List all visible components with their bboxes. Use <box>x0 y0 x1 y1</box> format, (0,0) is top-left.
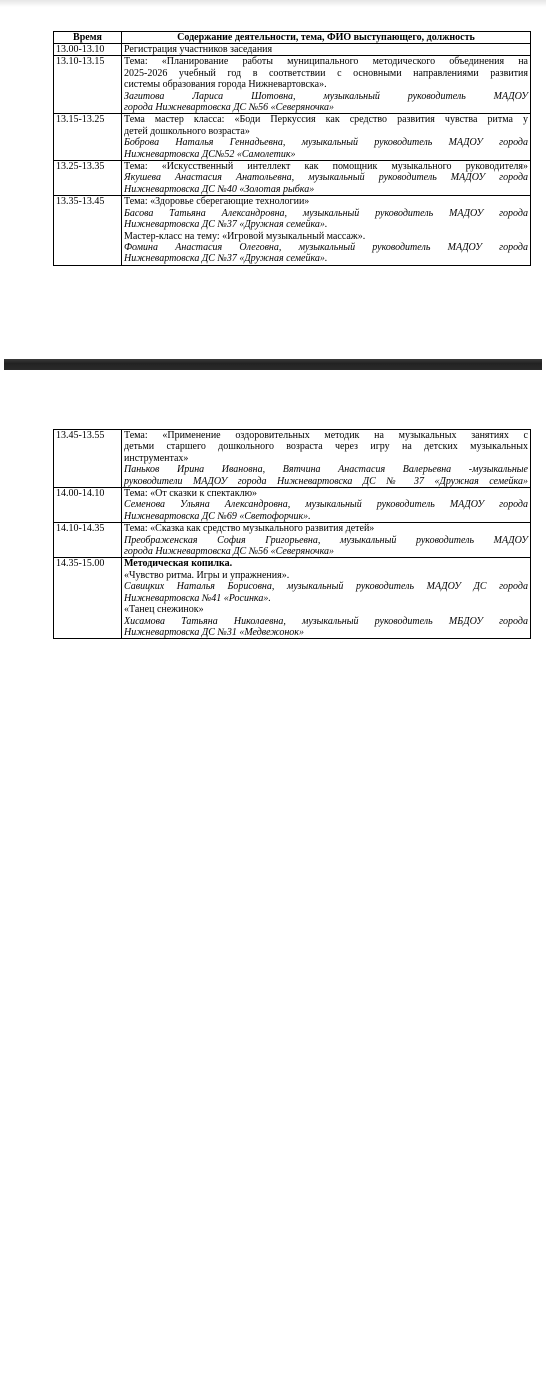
page-reflection <box>53 674 531 844</box>
speaker-line: Нижневартовска ДС №37 «Дружная семейка». <box>124 253 328 265</box>
topic-line: детьми старшего дошкольного возраста через игру на детских музыкальных <box>124 441 528 453</box>
topic-line: Тема мастер класса: «Боди Перкуссия как средство развития чувства ритма у <box>124 114 528 126</box>
table-row <box>54 114 531 161</box>
speaker-line: Басова Татьяна Александровна, музыкальный руководитель МАДОУ города <box>124 207 528 219</box>
schedule-body-2 <box>54 430 531 639</box>
time-cell: 13.45-13.55 <box>54 430 122 488</box>
content-cell <box>122 44 531 56</box>
speaker-line: Нижневартовска ДС №31 «Медвежонок» <box>124 626 304 638</box>
speaker-line: Нижневартовска ДС №69 «Светофорчик». <box>124 510 311 522</box>
time-cell: 14.35-15.00 <box>54 558 122 639</box>
topic-line: инструментах» <box>124 452 189 464</box>
content-cell <box>122 56 531 114</box>
topic-line: 2025-2026 учебный год в соответствии с основными направлениями развития <box>124 67 528 79</box>
time-cell: 13.25-13.35 <box>54 161 122 196</box>
topic-line: «Чувство ритма. Игры и упражнения». <box>124 569 290 581</box>
content-cell <box>122 430 531 488</box>
topic-line: «Танец снежинок» <box>124 604 204 616</box>
time-cell: 13.35-13.45 <box>54 196 122 265</box>
speaker-line: Паньков Ирина Ивановна, Вятчина Анастасия Валерьевна -музыкальные <box>124 464 528 476</box>
time-cell: 13.10-13.15 <box>54 56 122 114</box>
table-row <box>54 430 531 488</box>
table-row <box>54 56 531 114</box>
speaker-line: Нижневартовска ДС №40 «Золотая рыбка» <box>124 183 315 195</box>
speaker-line: Савицких Наталья Борисовна, музыкальный руководитель МАДОУ ДС города <box>124 581 528 593</box>
table-row <box>54 44 531 56</box>
topic-line: Тема: «От сказки к спектаклю» <box>124 488 258 500</box>
content-cell <box>122 161 531 196</box>
table-header-row <box>54 32 531 44</box>
speaker-line: Нижневартовска ДС№52 «Самолетик» <box>124 148 296 160</box>
speaker-line: Нижневартовска ДС №37 «Дружная семейка». <box>124 219 328 231</box>
topic-line: Мастер-класс на тему: «Игровой музыкальный массаж». <box>124 230 366 242</box>
speaker-line: города Нижневартовска ДС №56 «Северяночка» <box>124 102 335 114</box>
schedule-body-1 <box>54 44 531 266</box>
speaker-line: Преображенская София Григорьевна, музыкальный руководитель МАДОУ <box>124 534 528 546</box>
speaker-line: города Нижневартовска ДС №56 «Северяночка» <box>124 546 335 558</box>
table-row <box>54 558 531 639</box>
content-cell <box>122 488 531 523</box>
header-time: Время <box>54 32 122 44</box>
speaker-line: Загитова Лариса Шотовна, музыкальный руководитель МАДОУ <box>124 90 528 102</box>
topic-line: Тема: «Планирование работы муниципального методического объединения на <box>124 56 528 68</box>
topic-line: Тема: «Искусственный интеллект как помощник музыкального руководителя» <box>124 161 528 173</box>
time-cell: 14.10-14.35 <box>54 523 122 558</box>
schedule-page-2 <box>53 429 531 639</box>
page-top-edge <box>0 0 546 7</box>
topic-line: Тема: «Здоровье сберегающие технологии» <box>124 196 310 208</box>
schedule-page-1 <box>53 31 531 266</box>
time-cell: 13.00-13.10 <box>54 44 122 56</box>
time-cell: 13.15-13.25 <box>54 114 122 161</box>
time-cell: 14.00-14.10 <box>54 488 122 523</box>
speaker-line: Боброва Наталья Геннадьевна, музыкальный руководитель МАДОУ города <box>124 137 528 149</box>
schedule-table-2 <box>53 429 531 639</box>
page-divider <box>4 359 542 370</box>
table-row <box>54 196 531 265</box>
header-content: Содержание деятельности, тема, ФИО выступающего, должность <box>122 32 531 44</box>
table-row <box>54 488 531 523</box>
speaker-line: Семенова Ульяна Александровна, музыкальный руководитель МАДОУ города <box>124 499 528 511</box>
topic-line: Тема: «Сказка как средство музыкального развития детей» <box>124 523 375 535</box>
section-title: Методическая копилка. <box>124 558 233 570</box>
content-cell <box>122 196 531 265</box>
topic-line: детей дошкольного возраста» <box>124 125 250 137</box>
content-cell <box>122 523 531 558</box>
speaker-line: Хисамова Татьяна Николаевна, музыкальный руководитель МБДОУ города <box>124 615 528 627</box>
content-cell <box>122 114 531 161</box>
topic-line: Тема: «Применение оздоровительных методик на музыкальных занятиях с <box>124 430 528 441</box>
table-row <box>54 161 531 196</box>
speaker-line: Якушева Анастасия Анатольевна, музыкальный руководитель МАДОУ города <box>124 172 528 184</box>
speaker-line: Фомина Анастасия Олеговна, музыкальный руководитель МАДОУ города <box>124 241 528 253</box>
schedule-table-1 <box>53 31 531 266</box>
topic-line: Регистрация участников заседания <box>124 44 273 55</box>
content-cell <box>122 558 531 639</box>
table-row <box>54 523 531 558</box>
speaker-line: Нижневартовска №41 «Росинка». <box>124 592 271 604</box>
topic-line: системы образования города Нижневартовска». <box>124 79 327 91</box>
speaker-line: руководители МАДОУ города Нижневартовска ДС № 37 «Дружная семейка» <box>124 475 528 487</box>
